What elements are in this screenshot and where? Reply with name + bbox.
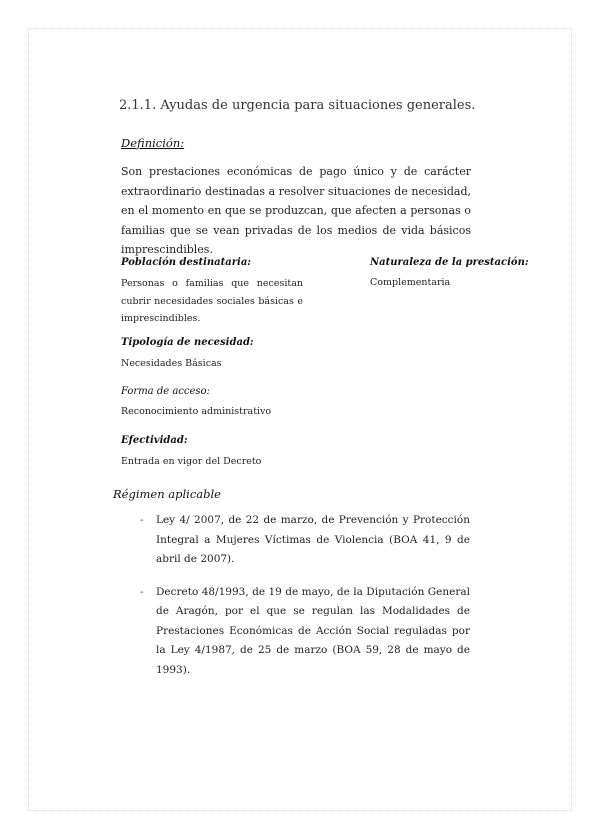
definition-heading-text: Definición: [121, 136, 185, 150]
naturaleza-text: Complementaria [370, 277, 451, 288]
tipologia-label: Tipología de necesidad: [121, 337, 254, 348]
forma-acceso-label: Forma de acceso: [121, 386, 210, 397]
naturaleza-label: Naturaleza de la prestación: [370, 257, 529, 268]
efectividad-label: Efectividad: [121, 435, 188, 446]
definition-paragraph: Son prestaciones económicas de pago único y de carácter extraordinario destinadas a resolver situaciones de necesidad, en el momento en que se produzcan, que afecten a personas o familias que se vean privadas de los medios de vida básicos imprescindibles. [121, 165, 471, 256]
regimen-item-text: Decreto 48/1993, de 19 de mayo, de la Diputación General de Aragón, por el que se regulan las Modalidades de Prestaciones Económicas de Acción Social reguladas por la Ley 4/1987, de 25 de marzo (BOA 59, 28 de mayo de 1993). [156, 585, 470, 676]
forma-acceso-text: Reconocimiento administrativo [121, 406, 272, 417]
tipologia-text: Necesidades Básicas [121, 358, 222, 369]
page-border [28, 28, 572, 811]
regimen-list-item [140, 511, 470, 570]
efectividad-text: Entrada en vigor del Decreto [121, 456, 262, 467]
section-heading: 2.1.1. Ayudas de urgencia para situaciones generales. [119, 98, 476, 113]
definition-heading [121, 136, 184, 150]
poblacion-label: Población destinataria: [121, 257, 251, 268]
list-dash: - [140, 514, 144, 526]
regimen-item-text: Ley 4/ 2007, de 22 de marzo, de Prevención y Protección Integral a Mujeres Víctimas de Violencia (BOA 41, 9 de abril de 2007). [156, 514, 470, 565]
regimen-list-item [140, 583, 470, 681]
list-dash: - [140, 585, 144, 598]
regimen-list [140, 511, 470, 693]
poblacion-text: Personas o familias que necesitan cubrir necesidades sociales básicas e imprescindibles. [121, 278, 303, 324]
regimen-heading: Régimen aplicable [113, 487, 221, 501]
